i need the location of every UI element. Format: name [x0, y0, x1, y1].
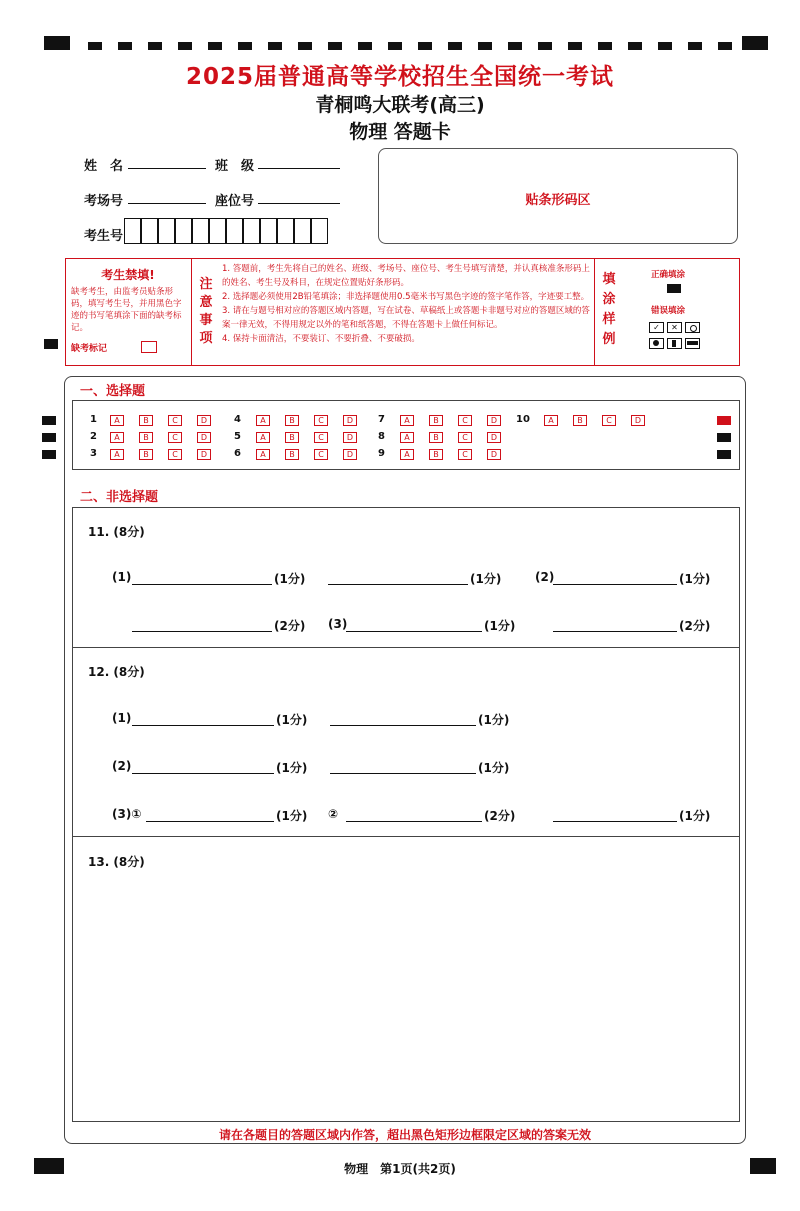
- q12-circle-2-label: ②: [328, 807, 339, 821]
- q11-score-1: (1分): [274, 572, 306, 586]
- q12-blank-6[interactable]: [346, 821, 482, 822]
- q12-score-2: (1分): [478, 713, 510, 727]
- question-number: 10: [516, 414, 530, 425]
- option-d[interactable]: D: [197, 432, 211, 443]
- exam-subtitle: 青桐鸣大联考(高三): [315, 94, 485, 116]
- q11-blank-3[interactable]: [553, 584, 677, 585]
- q12-area: [72, 647, 740, 837]
- question-number: 6: [234, 448, 241, 459]
- option-a[interactable]: A: [256, 432, 270, 443]
- seat-label: 座位号: [215, 194, 255, 209]
- absent-mark-label: 缺考标记: [71, 344, 108, 354]
- q11-score-5: (1分): [484, 619, 516, 633]
- room-field[interactable]: [128, 203, 206, 204]
- correct-fill-label: 正确填涂: [651, 270, 686, 280]
- option-c[interactable]: C: [458, 432, 472, 443]
- q12-score-5: (1分): [276, 809, 308, 823]
- option-d[interactable]: D: [197, 449, 211, 460]
- prohibited-text: 缺考考生，由监考员贴条形码，填写考生号，并用黑色字迹的书写笔填涂下面的缺考标记。: [71, 287, 182, 333]
- q11-blank-1[interactable]: [132, 584, 272, 585]
- option-b[interactable]: B: [285, 415, 299, 426]
- q12-score-6: (2分): [484, 809, 516, 823]
- name-field[interactable]: [128, 168, 206, 169]
- option-c[interactable]: C: [168, 432, 182, 443]
- option-c[interactable]: C: [168, 415, 182, 426]
- wrong-fill-label: 错误填涂: [651, 306, 686, 316]
- option-b[interactable]: B: [573, 415, 587, 426]
- answer-warning: 请在各题目的答题区域内作答，超出黑色矩形边框限定区域的答案无效: [218, 1128, 591, 1142]
- option-d[interactable]: D: [487, 415, 501, 426]
- option-c[interactable]: C: [458, 415, 472, 426]
- q12-score-4: (1分): [478, 761, 510, 775]
- option-a[interactable]: A: [400, 449, 414, 460]
- option-b[interactable]: B: [139, 415, 153, 426]
- option-a[interactable]: A: [256, 415, 270, 426]
- q11-area: [72, 507, 740, 648]
- option-a[interactable]: A: [110, 432, 124, 443]
- question-number: 3: [90, 448, 97, 459]
- q12-blank-5[interactable]: [146, 821, 274, 822]
- room-label: 考场号: [84, 194, 124, 209]
- option-b[interactable]: B: [429, 432, 443, 443]
- fill-example-title: 填涂样例: [602, 272, 616, 347]
- note-item: 2. 选择题必须使用2B铅笔填涂；非选择题使用0.5毫米书写黑色字迹的签字笔作答，字迹要工整。: [222, 292, 590, 302]
- q11-part2-label: (2): [535, 570, 555, 584]
- notes-list: [222, 262, 590, 346]
- option-c[interactable]: C: [314, 449, 328, 460]
- correct-fill-sample: [667, 284, 681, 293]
- notes-title: 注意事项: [199, 277, 213, 346]
- option-b[interactable]: B: [429, 415, 443, 426]
- prohibited-title: 考生禁填!: [101, 268, 155, 282]
- option-b[interactable]: B: [285, 449, 299, 460]
- option-c[interactable]: C: [314, 415, 328, 426]
- question-number: 8: [378, 431, 385, 442]
- option-a[interactable]: A: [110, 415, 124, 426]
- option-c[interactable]: C: [314, 432, 328, 443]
- question-number: 7: [378, 414, 385, 425]
- section2-title: 二、非选择题: [80, 490, 159, 505]
- option-b[interactable]: B: [285, 432, 299, 443]
- q11-blank-2[interactable]: [328, 584, 468, 585]
- q12-part3-label: (3)①: [112, 807, 142, 821]
- q12-blank-4[interactable]: [330, 773, 476, 774]
- q11-score-3: (1分): [679, 572, 711, 586]
- absent-mark-box[interactable]: [141, 341, 157, 353]
- timing-mark: [44, 339, 58, 349]
- q12-blank-3[interactable]: [132, 773, 274, 774]
- q11-part3-label: (3): [328, 617, 348, 631]
- exam-title: 2025届普通高等学校招生全国统一考试: [185, 64, 614, 90]
- q11-score-6: (2分): [679, 619, 711, 633]
- option-d[interactable]: D: [197, 415, 211, 426]
- q12-score-3: (1分): [276, 761, 308, 775]
- option-c[interactable]: C: [168, 449, 182, 460]
- q12-part2-label: (2): [112, 759, 132, 773]
- option-a[interactable]: A: [256, 449, 270, 460]
- option-d[interactable]: D: [343, 415, 357, 426]
- seat-field[interactable]: [258, 203, 340, 204]
- section1-title: 一、选择题: [80, 384, 146, 399]
- question-number: 2: [90, 431, 97, 442]
- q12-blank-7[interactable]: [553, 821, 677, 822]
- q11-score-4: (2分): [274, 619, 306, 633]
- option-d[interactable]: D: [343, 449, 357, 460]
- note-item: 1. 答题前，考生先将自己的姓名、班级、考场号、座位号、考生号填写清楚，并认真核准条形码上的姓名、考生号及科目，在规定位置贴好条形码。: [222, 264, 590, 288]
- option-d[interactable]: D: [631, 415, 645, 426]
- option-a[interactable]: A: [400, 415, 414, 426]
- option-b[interactable]: B: [139, 432, 153, 443]
- option-a[interactable]: A: [110, 449, 124, 460]
- q11-blank-5[interactable]: [346, 631, 482, 632]
- id-label: 考生号: [84, 229, 124, 244]
- fill-example-panel: 填涂样例 正确填涂 错误填涂 ✓ ✕: [594, 258, 740, 366]
- q12-blank-2[interactable]: [330, 725, 476, 726]
- option-b[interactable]: B: [139, 449, 153, 460]
- option-d[interactable]: D: [487, 432, 501, 443]
- option-b[interactable]: B: [429, 449, 443, 460]
- option-d[interactable]: D: [343, 432, 357, 443]
- option-c[interactable]: C: [458, 449, 472, 460]
- prohibited-panel: [65, 258, 192, 366]
- q12-score-7: (1分): [679, 809, 711, 823]
- class-label: 班 级: [215, 159, 255, 174]
- q11-part1-label: (1): [112, 570, 132, 584]
- question-number: 1: [90, 414, 97, 425]
- barcode-label: 贴条形码区: [525, 193, 591, 208]
- name-label: 姓 名: [84, 159, 124, 174]
- q11-score-2: (1分): [470, 572, 502, 586]
- note-item: 3. 请在与题号相对应的答题区域内答题，写在试卷、草稿纸上或答题卡非题号对应的答题区域的答案一律无效，不得用规定以外的笔和纸答题，不得在答题卡上做任何标记。: [222, 306, 590, 330]
- option-d[interactable]: D: [487, 449, 501, 460]
- q13-area[interactable]: [72, 836, 740, 1122]
- option-c[interactable]: C: [602, 415, 616, 426]
- q12-title: 12. (8分): [88, 665, 145, 679]
- q13-title: 13. (8分): [88, 855, 145, 869]
- option-a[interactable]: A: [544, 415, 558, 426]
- notes-title-cell: [192, 258, 220, 366]
- question-number: 9: [378, 448, 385, 459]
- question-number: 5: [234, 431, 241, 442]
- q11-blank-6[interactable]: [553, 631, 677, 632]
- question-number: 4: [234, 414, 241, 425]
- q11-title: 11. (8分): [88, 525, 145, 539]
- q12-score-1: (1分): [276, 713, 308, 727]
- option-a[interactable]: A: [400, 432, 414, 443]
- class-field[interactable]: [258, 168, 340, 169]
- barcode-area: [378, 148, 738, 244]
- note-item: 4. 保持卡面清洁，不要装订、不要折叠、不要破损。: [222, 334, 420, 344]
- q11-blank-4[interactable]: [132, 631, 272, 632]
- q12-blank-1[interactable]: [132, 725, 274, 726]
- page-footer: 物理 第1页(共2页): [344, 1162, 456, 1176]
- q12-part1-label: (1): [112, 711, 132, 725]
- subject-title: 物理 答题卡: [349, 121, 451, 143]
